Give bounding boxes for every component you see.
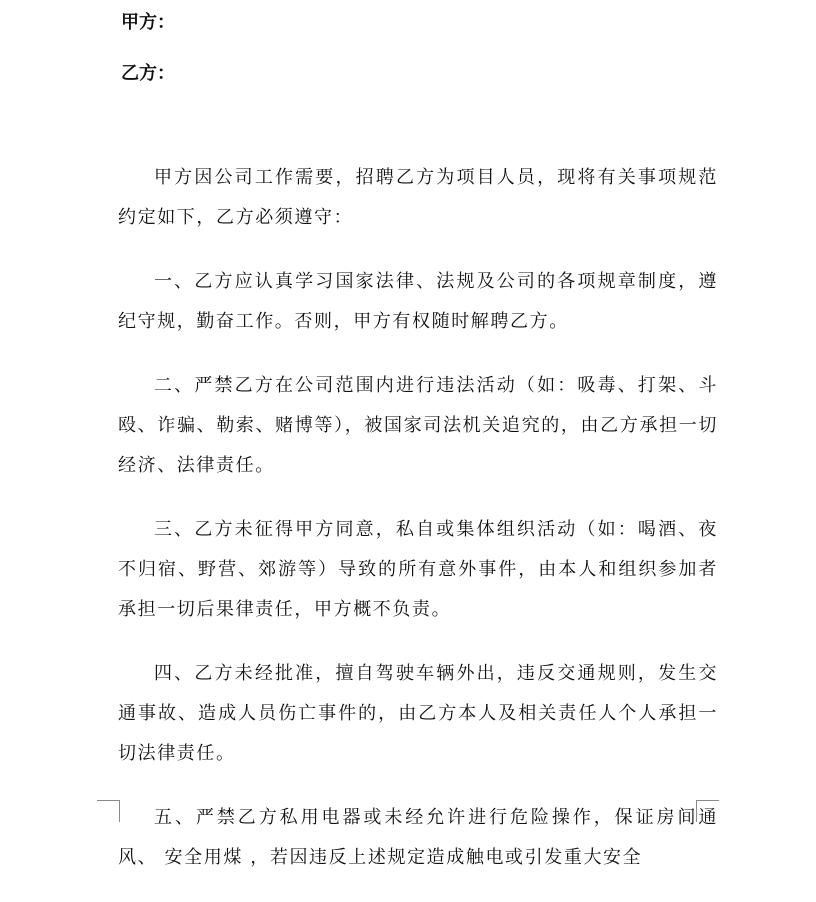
party-b-label: 乙方： bbox=[121, 63, 175, 84]
clause-5-paragraph: 五、严禁乙方私用电器或未经允许进行危险操作，保证房间通风、 安全用煤 ，若因违反上述规定造成触电或引发重大安全 bbox=[118, 807, 718, 868]
party-a-label: 甲方： bbox=[121, 12, 175, 33]
clause-4-paragraph: 四、乙方未经批准，擅自驾驶车辆外出，违反交通规则，发生交通事故、造成人员伤亡事件的，由乙方本人及相关责任人个人承担一切法律责任。 bbox=[118, 663, 718, 764]
page-corner-mark-right bbox=[696, 800, 719, 822]
clause-3-paragraph: 三、乙方未征得甲方同意，私自或集体组织活动（如：喝酒、夜不归宿、野营、郊游等）导致的所有意外事件，由本人和组织参加者承担一切后果律责任，甲方概不负责。 bbox=[118, 519, 718, 620]
clause-1-paragraph: 一、乙方应认真学习国家法律、法规及公司的各项规章制度，遵纪守规，勤奋工作。否则，甲方有权随时解聘乙方。 bbox=[118, 271, 718, 332]
clause-2-paragraph: 二、严禁乙方在公司范围内进行违法活动（如：吸毒、打架、斗殴、诈骗、勒索、赌博等），被国家司法机关追究的，由乙方承担一切经济、法律责任。 bbox=[118, 375, 718, 476]
document-body bbox=[118, 158, 718, 902]
page-corner-mark-left bbox=[97, 800, 120, 822]
intro-paragraph: 甲方因公司工作需要，招聘乙方为项目人员，现将有关事项规范约定如下，乙方必须遵守： bbox=[118, 167, 718, 228]
